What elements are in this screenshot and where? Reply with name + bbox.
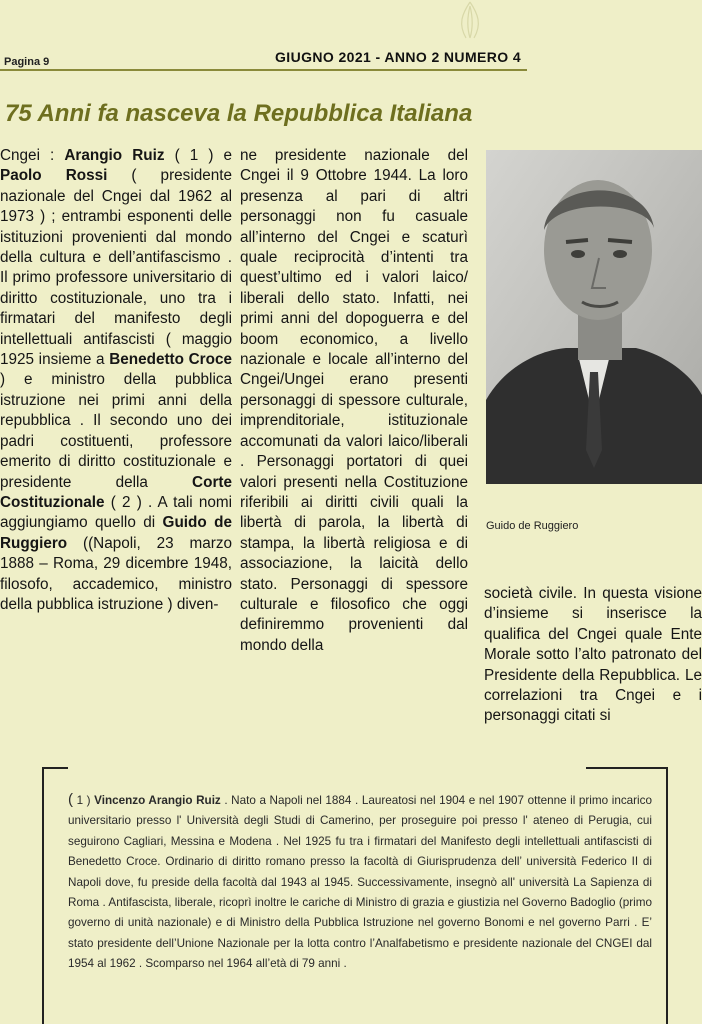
footnote-box xyxy=(68,790,652,975)
article-title: 75 Anni fa nasceva la Repubblica Italiana xyxy=(5,100,473,127)
portrait-illustration xyxy=(486,150,702,484)
page-number-label: Pagina 9 xyxy=(4,56,50,68)
text-run: ((Napoli, 23 marzo 1888 – Roma, 29 dicembre 1948, filosofo, accademico, ministro della pubblica istruzione ) diven- xyxy=(0,534,232,613)
text-run: ( 1 ) e xyxy=(164,147,232,164)
article-column-1 xyxy=(0,146,232,615)
article-column-2: ne presidente nazionale del Cngei il 9 Ottobre 1944. La loro presenza al pari di altri personaggi non fu casuale all’interno del Cngei e scaturì quale reciprocità d’intenti tra quest’ultimo ed i valori laico/ liberali dello stato. Infatti, nei primi anni del dopoguerra e del boom economico, a livello nazionale e locale all’interno del Cngei/Ungei erano presenti personaggi di spessore culturale, imprenditoriale, istituzionale accomunati da valori laico/liberali . Personaggi portatori di quei valori presenti nella Costituzione riferibili ai diritti civili quali la libertà di parola, la libertà di stampa, la libertà religiosa e di associazione, la laicità dello stato. Personaggi di spessore culturale e filosofico che oggi definiremmo provenienti dal mondo della xyxy=(240,147,468,654)
bold-name-run: Guido de Ruggiero xyxy=(0,514,232,552)
footnote-frame-left xyxy=(42,767,44,1024)
text-run: ) e ministro della pubblica istruzione nei primi anni della repubblica . Il secondo uno dei padri costituenti, professore emerito di diritto costituzionale e presidente della xyxy=(0,371,232,491)
photo-caption: Guido de Ruggiero xyxy=(486,520,579,532)
issue-label: GIUGNO 2021 - ANNO 2 NUMERO 4 xyxy=(275,49,522,65)
bold-name-run: Arangio Ruiz xyxy=(64,147,165,164)
text-run: Cngei : xyxy=(0,147,65,164)
footnote-paren: ( xyxy=(68,791,73,808)
footnote-person-name: Vincenzo Arangio Ruiz xyxy=(94,794,221,807)
text-run: ( presidente nazionale del Cngei dal 1962 al 1973 ) ; entrambi esponenti delle istituzioni provenienti dal mondo della cultura e dell’antifascismo . Il primo professore universitario di diritto costituzionale, uno tra i firmatari del manifesto degli intellettuali antifascisti ( maggio 1925 insieme a xyxy=(0,167,232,369)
footnote-frame-right xyxy=(666,767,668,1024)
portrait-photo xyxy=(486,150,702,484)
bold-name-run: Benedetto Croce xyxy=(109,351,232,369)
article-column-3: società civile. In questa visione d’insieme si inserisce la qualifica del Cngei quale Ente Morale sotto l’alto patronato del Presidente della Repubblica. Le correlazioni tra Cngei e i personaggi citati si xyxy=(484,585,702,725)
bold-name-run: Paolo Rossi xyxy=(0,167,108,185)
header-rule xyxy=(0,69,527,71)
flame-emblem-icon xyxy=(440,0,500,40)
footnote-frame-top-right xyxy=(586,767,668,769)
footnote-number: 1 ) xyxy=(73,794,95,807)
bold-name-run: Corte Costituzionale xyxy=(0,473,232,511)
footnote-text: . Nato a Napoli nel 1884 . Laureatosi nel 1904 e nel 1907 ottenne il primo incarico universitario presso l' Università degli Studi di Camerino, per proseguire poi presso l' ateneo di Perugia, cui seguirono Cagliari, Messina e Modena . Nel 1925 fu tra i firmatari del Manifesto degli intellettuali antifascisti di Benedetto Croce. Ordinario di diritto romano presso la facoltà di Giurisprudenza dell’ università Federico II di Napoli dove, fu preside della facoltà dal 1943 al 1945. Successivamente, insegnò all' università La Sapienza di Roma . Antifascista, liberale, ricoprì inoltre le cariche di Ministro di grazia e giustizia nel Governo Badoglio (primo governo di unità nazionale) e di Ministro della Pubblica Istruzione nel governo Bonomi e nel governo Parri . E’ stato presidente dell’Unione Nazionale per la lotta contro l’Analfabetismo e presidente nazionale del CNGEI dal 1954 al 1962 . Scomparso nel 1964 all’età di 79 anni . xyxy=(68,794,652,971)
text-run: ( 2 ) . A tali nomi aggiungiamo quello di xyxy=(0,493,232,532)
footnote-frame-top-left xyxy=(42,767,68,769)
